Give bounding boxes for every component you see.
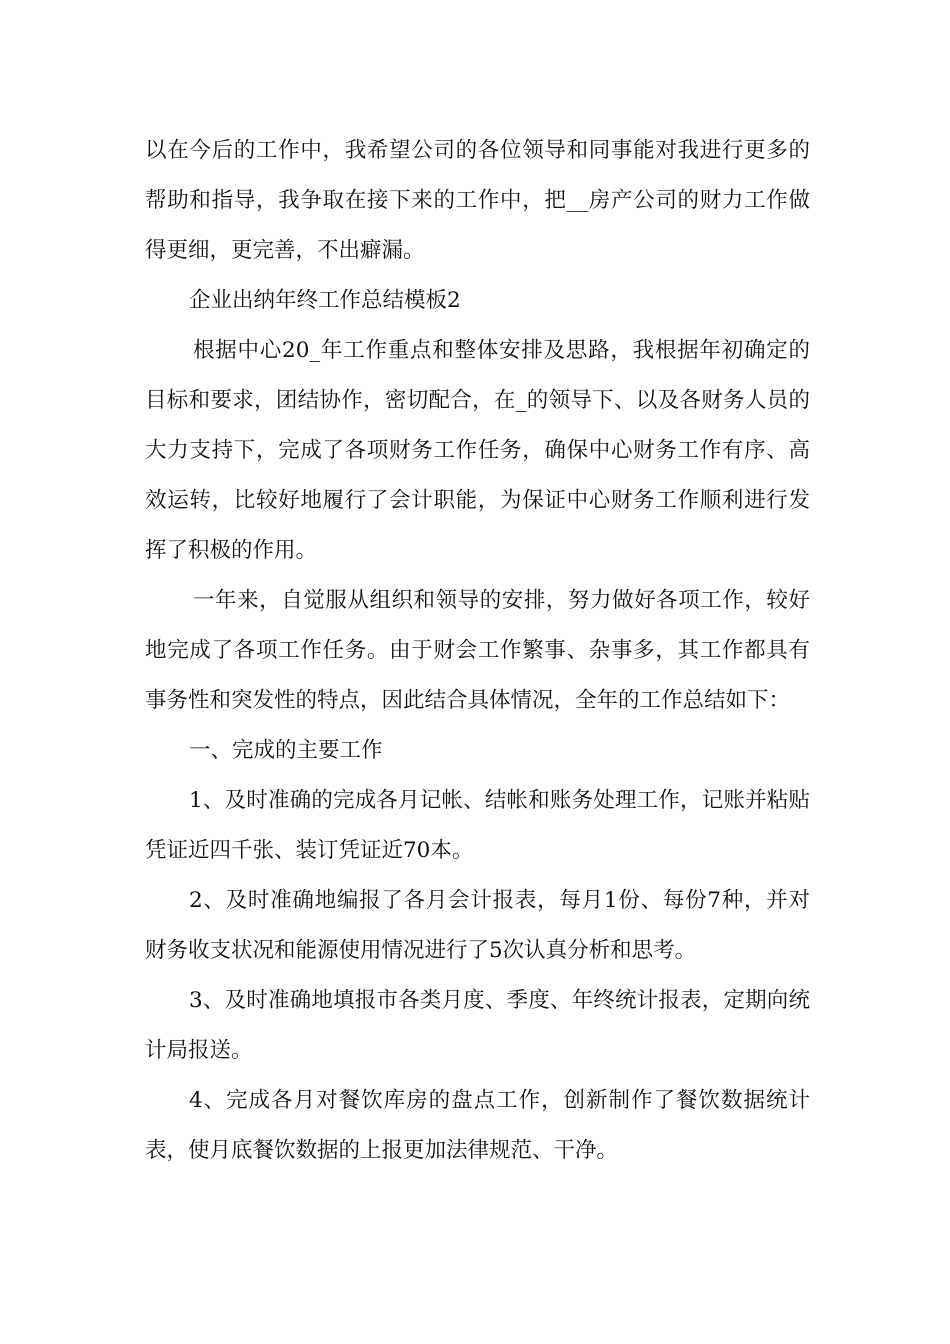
list-item-4: 4、完成各月对餐饮库房的盘点工作，创新制作了餐饮数据统计表，使月底餐饮数据的上报更加法律规范、干净。 — [145, 1088, 810, 1163]
list-item-2: 2、及时准确地编报了各月会计报表，每月1份、每份7种，并对财务收支状况和能源使用情况进行了5次认真分析和思考。 — [145, 888, 810, 963]
paragraph-year-overview: 一年来，自觉服从组织和领导的安排，努力做好各项工作，较好地完成了各项工作任务。由于财会工作繁事、杂事多，其工作都具有事务性和突发性的特点，因此结合具体情况，全年的工作总结如下： — [145, 588, 810, 713]
list-item-1: 1、及时准确的完成各月记帐、结帐和账务处理工作，记账并粘贴凭证近四千张、装订凭证近70本。 — [145, 788, 810, 863]
section-heading-main-work: 一、完成的主要工作 — [189, 738, 383, 763]
paragraph-continuation: 以在今后的工作中，我希望公司的各位领导和同事能对我进行更多的帮助和指导，我争取在接下来的工作中，把__房产公司的财力工作做得更细，更完善，不出癖漏。 — [145, 138, 810, 263]
list-item-3: 3、及时准确地填报市各类月度、季度、年终统计报表，定期向统计局报送。 — [145, 988, 810, 1063]
paragraph-intro: 根据中心20_年工作重点和整体安排及思路，我根据年初确定的目标和要求，团结协作，密切配合，在_的领导下、以及各财务人员的大力支持下，完成了各项财务工作任务，确保中心财务工作有序、高效运转，比较好地履行了会计职能，为保证中心财务工作顺利进行发挥了积极的作用。 — [145, 338, 810, 563]
section-title-template-2: 企业出纳年终工作总结模板2 — [189, 288, 461, 313]
document-body — [145, 126, 810, 1176]
